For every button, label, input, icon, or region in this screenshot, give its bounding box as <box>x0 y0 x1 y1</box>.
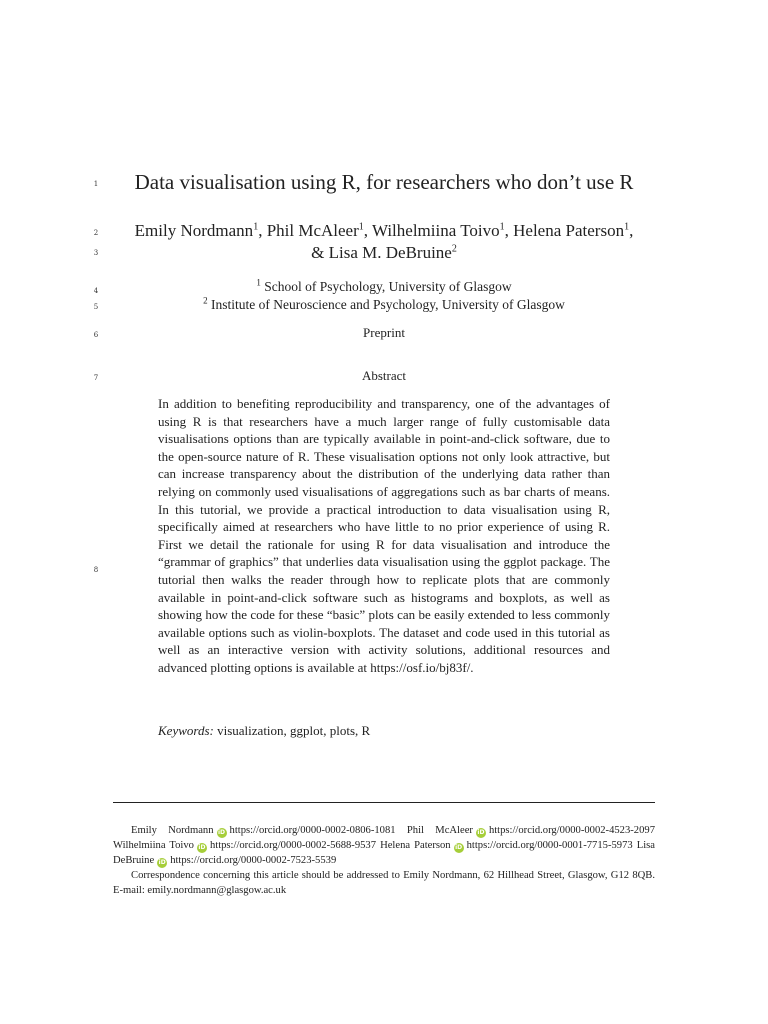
orcid-link[interactable]: https://orcid.org/0000-0002-7523-5539 <box>170 855 337 866</box>
author-list <box>130 220 638 264</box>
line-number: 4 <box>93 287 99 295</box>
affiliation-text: Institute of Neuroscience and Psychology, University of Glasgow <box>211 297 565 312</box>
orcid-icon: iD <box>158 859 166 866</box>
keywords-list: visualization, ggplot, plots, R <box>217 723 371 738</box>
orcid-icon: iD <box>198 844 206 851</box>
author-affiliation-mark: 1 <box>499 221 505 233</box>
orcid-icon: iD <box>217 829 226 836</box>
author-affiliation-mark: 1 <box>358 221 364 233</box>
author-affiliation-mark: 1 <box>624 221 630 233</box>
line-number: 5 <box>93 303 99 311</box>
correspondence-note: Correspondence concerning this article should be addressed to Emily Nordmann, 62 Hillhead Street, Glasgow, G12 8QB. E-mail: emily.nordmann@glasgow.ac.uk <box>113 870 655 896</box>
author-separator: , <box>258 221 267 240</box>
orcid-author-name: Wilhelmiina Toivo <box>113 840 194 851</box>
keywords-label: Keywords: <box>158 723 214 738</box>
affiliation-mark: 2 <box>203 295 208 306</box>
line-number: 7 <box>93 374 99 382</box>
paper-title: Data visualisation using R, for researchers who don’t use R <box>134 170 634 194</box>
author-note <box>113 823 655 898</box>
author-name: Phil McAleer <box>266 221 359 240</box>
orcid-author-name: Phil McAleer <box>406 825 473 836</box>
affiliation-mark: 1 <box>256 277 261 288</box>
abstract-text: In addition to benefiting reproducibility and transparency, one of the advantages of using R is that researchers have a much larger range of fully customisable data visualisations options than are typically available in point-and-click software, due to the open-source nature of R. These visualisation options not only look attractive, but can increase transparency about the distribution of the underlying data rather than relying on commonly used visualisations of aggregations such as bar charts of means. In this tutorial, we provide a practical introduction to data visualisation using R, specifically aimed at researchers who have little to no prior experience of using R. First we detail the rationale for using R for data visualisation and introduce the “grammar of graphics” that underlies data visualisation using the ggplot package. The tutorial then walks the reader through how to replicate plots that are commonly available in point-and-click software such as histograms and boxplots, as well as showing how the code for these “basic” plots can be easily extended to less commonly available options such as violin-boxplots. The dataset and code used in this tutorial as well as an interactive version with activity solutions, additional resources and advanced plotting options is available at https://osf.io/bj83f/. <box>158 396 610 675</box>
author-name: Wilhelmiina Toivo <box>371 221 500 240</box>
affiliation <box>0 279 768 295</box>
line-number: 2 <box>93 229 99 237</box>
author-separator: , & <box>311 221 634 262</box>
orcid-author-name: Helena Paterson <box>380 840 451 851</box>
line-number: 3 <box>93 249 99 257</box>
orcid-link[interactable]: https://orcid.org/0000-0002-0806-1081 <box>229 825 396 836</box>
orcid-list <box>113 823 655 868</box>
author-separator: , <box>504 221 514 240</box>
preprint-label: Preprint <box>363 325 405 340</box>
footnote-rule <box>113 802 655 803</box>
orcid-author-name: Emily Nordmann <box>131 825 214 836</box>
line-number: 6 <box>93 331 99 339</box>
line-number: 1 <box>93 180 99 188</box>
keywords <box>158 723 370 739</box>
orcid-link[interactable]: https://orcid.org/0000-0001-7715-5973 <box>466 840 633 851</box>
author-separator: , <box>363 221 372 240</box>
author-affiliation-mark: 2 <box>451 243 457 255</box>
abstract-heading: Abstract <box>361 368 407 383</box>
orcid-icon: iD <box>477 829 485 836</box>
orcid-icon: iD <box>455 844 463 851</box>
author-name: Lisa M. DeBruine <box>328 243 452 262</box>
orcid-link[interactable]: https://orcid.org/0000-0002-4523-2097 <box>488 825 655 836</box>
author-affiliation-mark: 1 <box>253 221 259 233</box>
line-number: 8 <box>93 566 99 574</box>
orcid-link[interactable]: https://orcid.org/0000-0002-5688-9537 <box>209 840 377 851</box>
author-name: Helena Paterson <box>513 221 625 240</box>
orcid-author-name: Lisa DeBruine <box>113 840 655 866</box>
affiliation <box>0 297 768 313</box>
author-name: Emily Nordmann <box>134 221 254 240</box>
affiliation-text: School of Psychology, University of Glasgow <box>264 279 512 294</box>
